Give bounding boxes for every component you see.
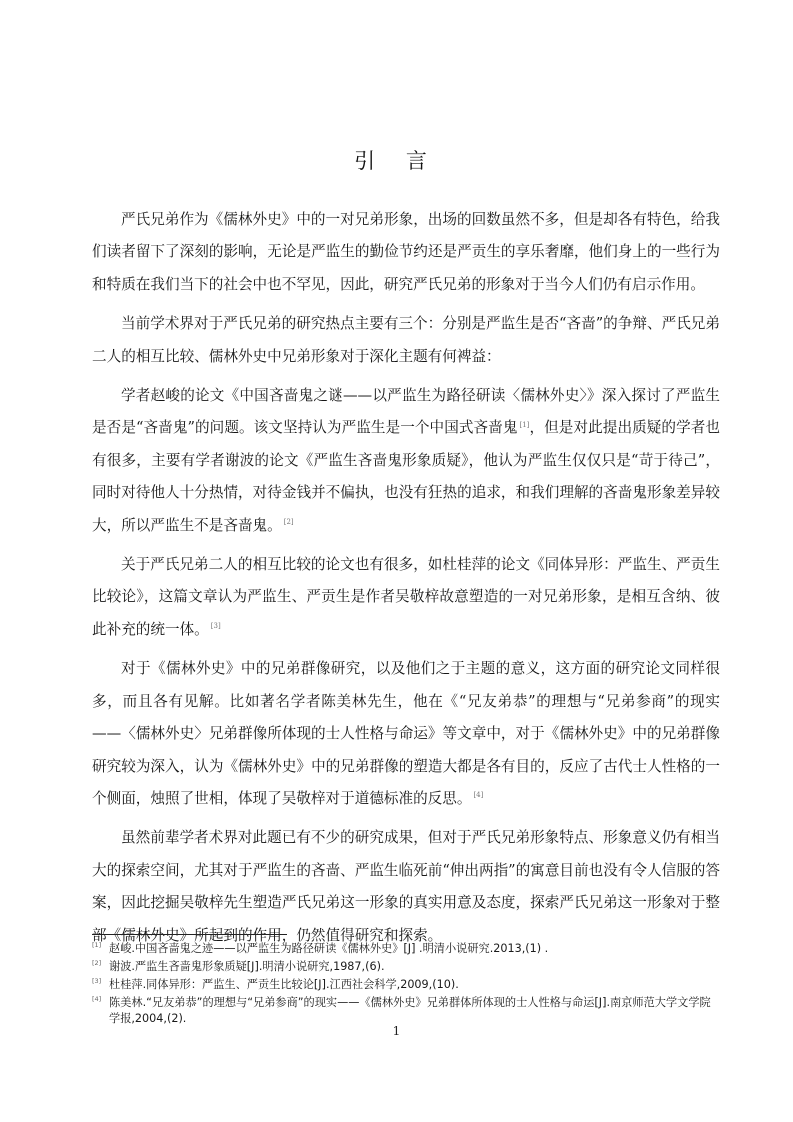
footnote-text: 谢波.严监生吝啬鬼形象质疑[J].明清小说研究,1987,(6). [109, 960, 385, 973]
citation-ref: [3] [210, 622, 221, 631]
body-paragraph [92, 653, 720, 815]
body-paragraph [92, 549, 720, 646]
body-paragraph [92, 308, 720, 373]
paragraph-text: 学者赵峻的论文《中国吝啬鬼之谜——以严监生为路径研读〈儒林外史〉》深入探讨了严监生是否是“吝啬鬼”的问题。该文坚持认为严监生是一个中国式吝啬鬼 [92, 387, 720, 437]
paragraph-text: 关于严氏兄弟二人的相互比较的论文也有很多，如杜桂萍的论文《同体异形：严监生、严贡生比较论》，这篇文章认为严监生、严贡生是作者吴敬梓故意塑造的一对兄弟形象，是相互含纳、彼此补充的统一体。 [92, 556, 720, 638]
footnote: [3] 杜桂萍.同体异形：严监生、严贡生比较论[J].江西社会科学,2009,(10). [92, 977, 459, 991]
paragraph-text: 对于《儒林外史》中的兄弟群像研究，以及他们之于主题的意义，这方面的研究论文同样很多，而且各有见解。比如著名学者陈美林先生，他在《“兄友弟恭”的理想与“兄弟参商”的现实——〈儒林外史〉兄弟群像所体现的士人性格与命运》等文章中，对于《儒林外史》中的兄弟群像研究较为深入，认为《儒林外史》中的兄弟群像的塑造大都是各有目的，反应了古代士人性格的一个侧面，烛照了世相，体现了吴敬梓对于道德标准的反思。 [92, 660, 720, 807]
paragraph-text: 严氏兄弟作为《儒林外史》中的一对兄弟形象，出场的回数虽然不多，但是却各有特色，给我们读者留下了深刻的影响，无论是严监生的勤俭节约还是严贡生的享乐奢靡，他们身上的一些行为和特质在我们当下的社会中也不罕见，因此，研究严氏兄弟的形象对于当今人们仍有启示作用。 [92, 211, 720, 293]
body-paragraph [92, 204, 720, 301]
paragraph-text: ，但是对此提出质疑的学者也有很多，主要有学者谢波的论文《严监生吝啬鬼形象质疑》，他认为严监生仅仅只是“苛于待己”，同时对待他人十分热情，对待金钱并不偏执，也没有狂热的追求，和我们理解的吝啬鬼形象差异较大，所以严监生不是吝啬鬼。 [92, 419, 720, 534]
footnote-text: 杜桂萍.同体异形：严监生、严贡生比较论[J].江西社会科学,2009,(10). [109, 978, 459, 991]
paragraph-text: 当前学术界对于严氏兄弟的研究热点主要有三个：分别是严监生是否“吝啬”的争辩、严氏兄弟二人的相互比较、儒林外史中兄弟形象对于深化主题有何裨益： [92, 315, 720, 365]
footnote-text: 陈美林.“兄友弟恭”的理想与“兄弟参商”的现实——《儒林外史》兄弟群体所体现的士人性格与命运[J].南京师范大学文学院学报,2004,(2). [109, 996, 711, 1025]
footnote-text: 赵峻.中国吝啬鬼之迹——以严监生为路径研读《儒林外史》[J] .明清小说研究.2013,(1) . [109, 942, 549, 955]
body-paragraph [92, 822, 720, 952]
page-number: 1 [392, 1024, 401, 1038]
page-title: 引 言 [354, 149, 439, 173]
citation-ref: [1] [519, 420, 530, 429]
footnotes [92, 941, 720, 1029]
footnote: [4] 陈美林.“兄友弟恭”的理想与“兄弟参商”的现实——《儒林外史》兄弟群体所体现的士人性格与命运[J].南京师范大学文学院学报,2004,(2). [92, 995, 711, 1025]
citation-ref: [2] [283, 517, 294, 526]
citation-ref: [4] [473, 791, 484, 800]
body-paragraph [92, 380, 720, 542]
body-text [92, 204, 720, 959]
paragraph-text: 虽然前辈学者术界对此题已有不少的研究成果，但对于严氏兄弟形象特点、形象意义仍有相当大的探索空间，尤其对于严监生的吝啬、严监生临死前“伸出两指”的寓意目前也没有令人信服的答案，因此挖掘吴敬梓先生塑造严氏兄弟这一形象的真实用意及态度，探索严氏兄弟这一形象对于整部《儒林外史》所起到的作用，仍然值得研究和探索。 [92, 829, 720, 944]
footnote: [2] 谢波.严监生吝啬鬼形象质疑[J].明清小说研究,1987,(6). [92, 959, 385, 973]
footnote-divider [92, 934, 287, 935]
footnote: [1] 赵峻.中国吝啬鬼之迹——以严监生为路径研读《儒林外史》[J] .明清小说研究.2013,(1) . [92, 941, 549, 955]
